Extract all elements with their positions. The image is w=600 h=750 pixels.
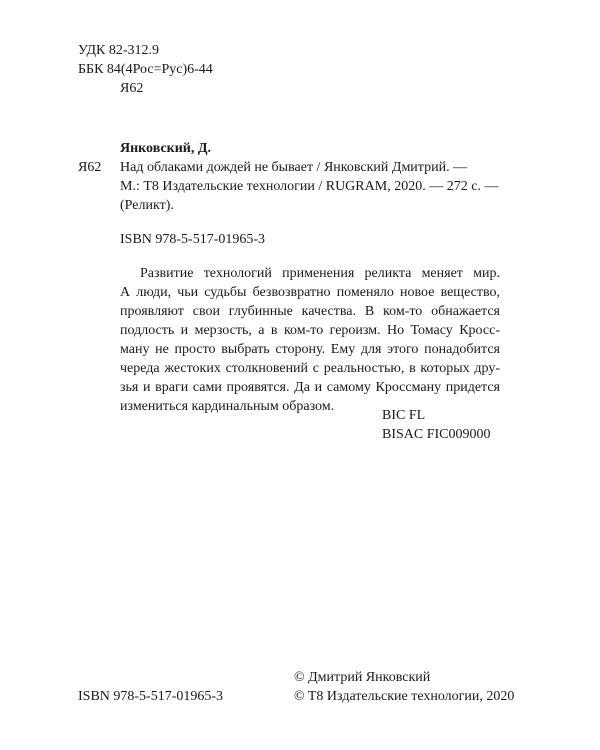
copyright-author: © Дмитрий Янковский [294, 670, 431, 685]
bbk-code: ББК 84(4Рос=Рус)6-44 [78, 62, 213, 77]
isbn-entry: ISBN 978-5-517-01965-3 [120, 232, 266, 247]
author-sign-code: Я62 [120, 81, 144, 96]
annotation-line: зья и враги сами проявятся. Да и самому Кроссману придется [120, 380, 500, 395]
annotation-text [120, 264, 500, 416]
annotation-line: измениться кардинальным образом. [120, 399, 335, 414]
footer-isbn: ISBN 978-5-517-01965-3 [78, 689, 224, 704]
author-sign-side: Я62 [78, 160, 102, 175]
udk-code: УДК 82-312.9 [78, 43, 160, 58]
author-heading: Янковский, Д. [120, 141, 211, 156]
biblio-line: (Реликт). [120, 198, 174, 213]
copyright-publisher: © T8 Издательские технологии, 2020 [294, 689, 515, 704]
bic-code: BIC FL [382, 408, 426, 423]
annotation-line: подлость и мерзость, а в ком-то героизм. Но Томасу Кросс- [120, 323, 500, 338]
annotation-line: череда жестоких столкновений с реальностью, в которых дру- [120, 361, 500, 376]
bibliographic-description [120, 158, 498, 215]
bisac-code: BISAC FIC009000 [382, 427, 491, 442]
biblio-line: М.: T8 Издательские технологии / RUGRAM, 2020. — 272 с. — [120, 179, 499, 194]
annotation-line: А люди, чьи судьбы безвозвратно поменяло новое вещество, [120, 285, 500, 300]
annotation-line: Развитие технологий применения реликта меняет мир. [140, 266, 500, 281]
annotation-line: проявляют свои глубинные качества. В ком-то обнажается [120, 304, 500, 319]
biblio-line: Над облаками дождей не бывает / Янковский Дмитрий. — [120, 160, 468, 175]
annotation-line: ману не просто выбрать сторону. Ему для этого понадобится [120, 342, 500, 357]
